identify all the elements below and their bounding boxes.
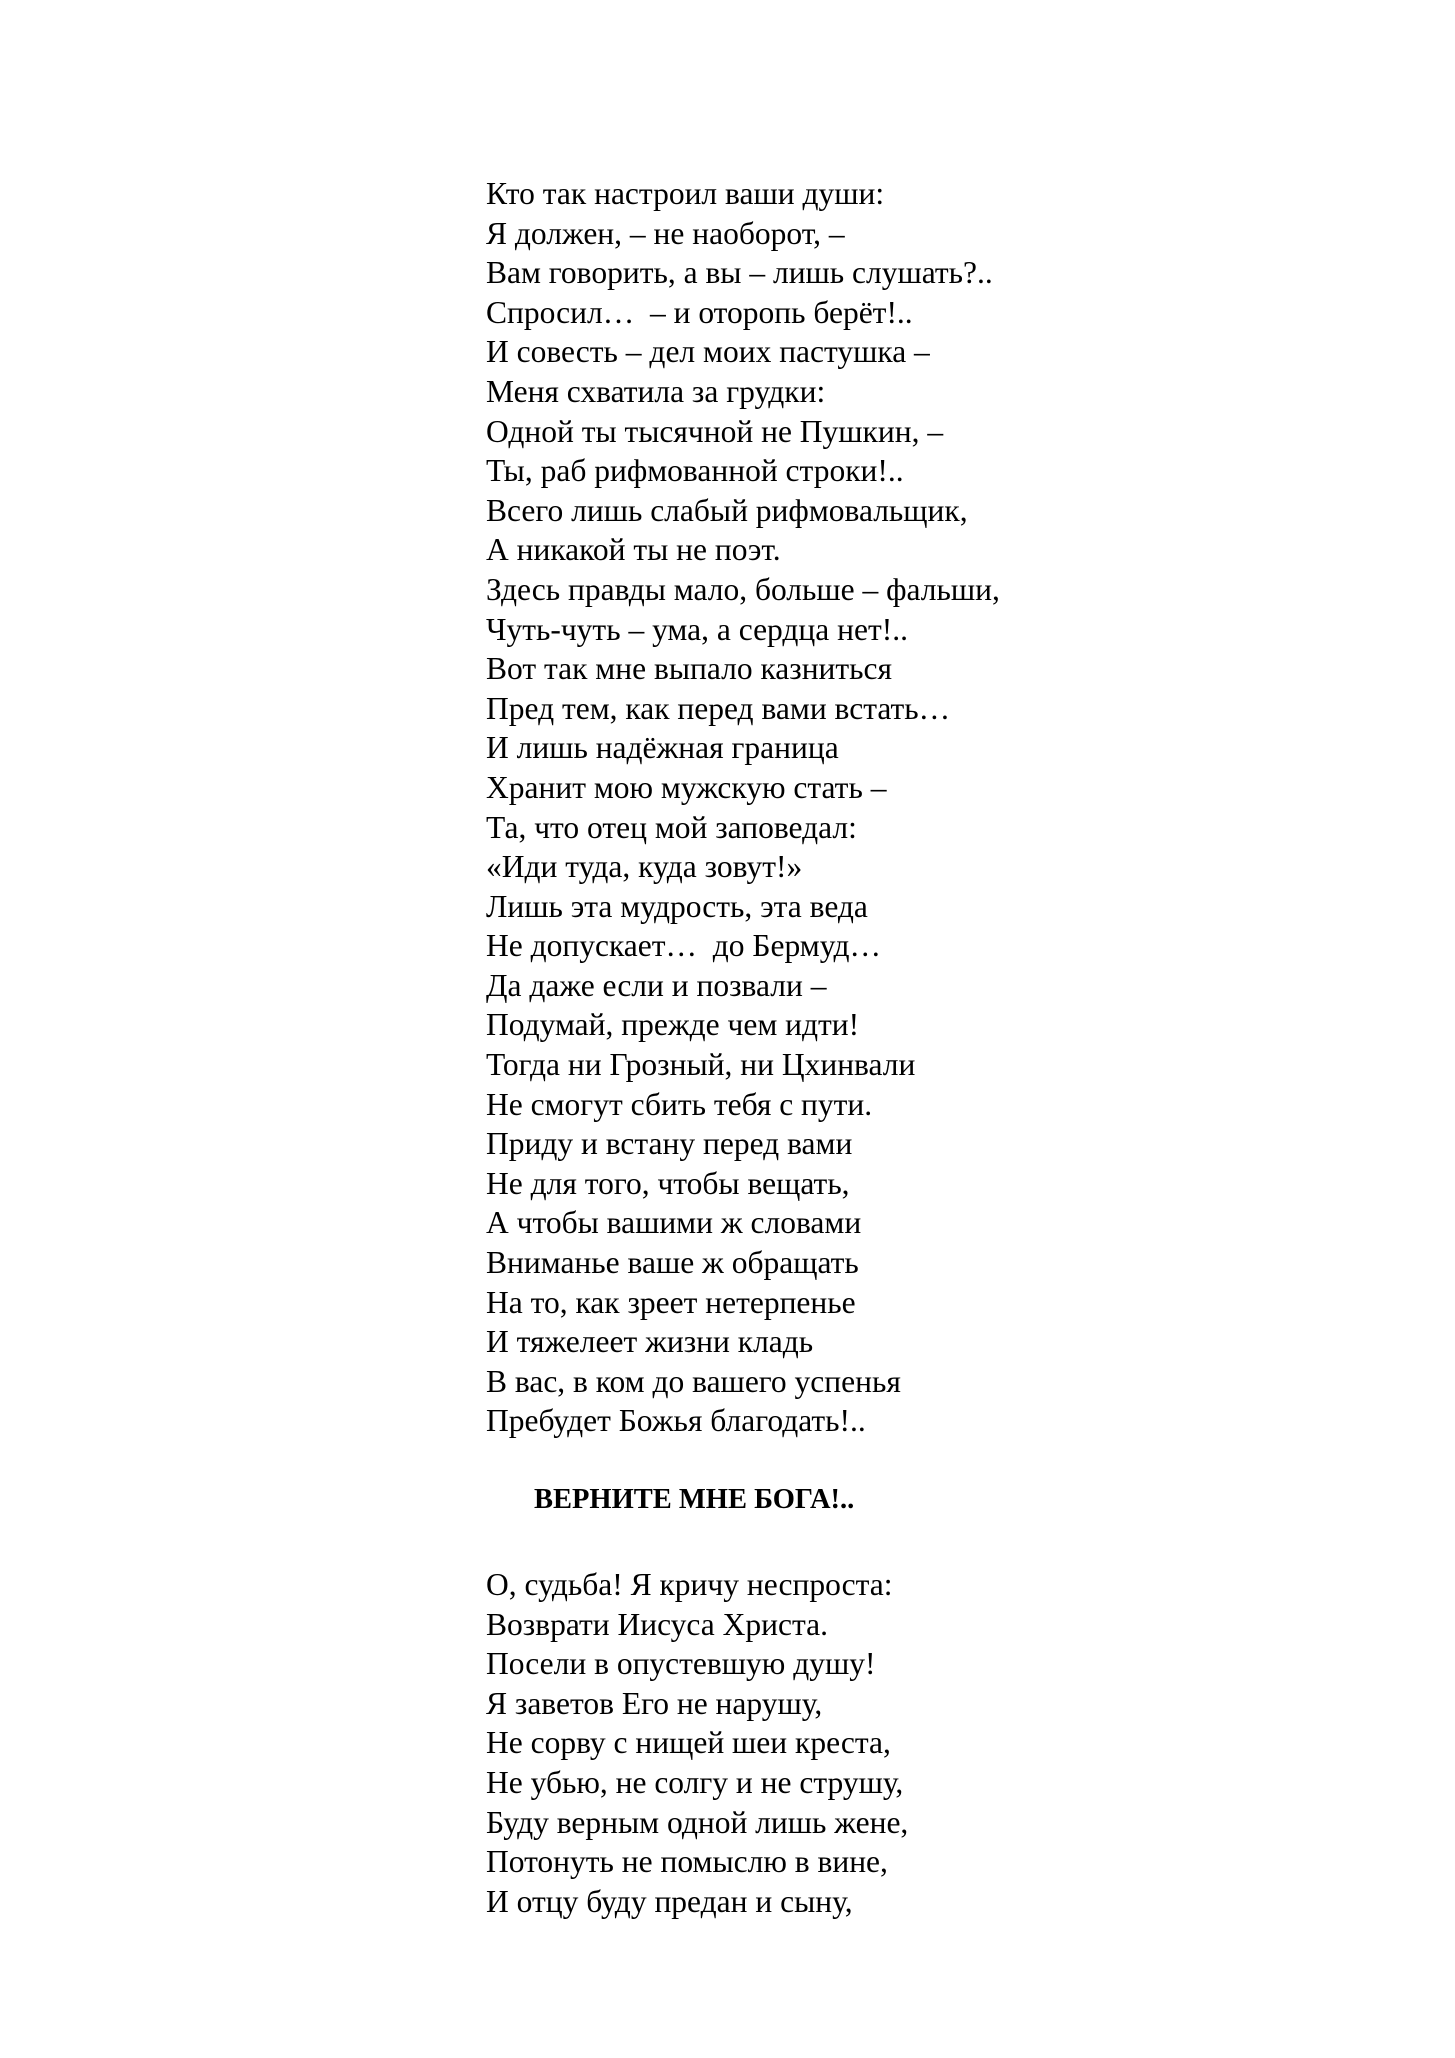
poem-line: И отцу буду предан и сыну, xyxy=(486,1883,853,1919)
poem-line: Та, что отец мой заповедал: xyxy=(486,809,857,845)
poem-line: Одной ты тысячной не Пушкин, – xyxy=(486,413,944,449)
poem-line: Да даже если и позвали – xyxy=(486,967,827,1003)
poem-line: Пред тем, как перед вами встать… xyxy=(486,690,951,726)
poem-line: Посели в опустевшую душу! xyxy=(486,1646,876,1682)
poem-line: В вас, в ком до вашего успенья xyxy=(486,1363,901,1399)
poem-line: И тяжелеет жизни кладь xyxy=(486,1324,814,1360)
poem-line: И совесть – дел моих пастушка – xyxy=(486,334,930,370)
poem-stanza-2 xyxy=(486,1565,908,1921)
poem-line: А чтобы вашими ж словами xyxy=(486,1205,862,1241)
poem-line: Вам говорить, а вы – лишь слушать?.. xyxy=(486,255,993,291)
poem-line: Тогда ни Грозный, ни Цхинвали xyxy=(486,1047,916,1083)
poem-line: Здесь правды мало, больше – фальши, xyxy=(486,571,1000,607)
poem-line: Не убью, не солгу и не струшу, xyxy=(486,1764,904,1800)
poem-line: Вниманье ваше ж обращать xyxy=(486,1245,859,1281)
poem-line: А никакой ты не поэт. xyxy=(486,532,781,568)
poem-title: ВЕРНИТЕ МНЕ БОГА!.. xyxy=(534,1483,855,1515)
poem-line: Всего лишь слабый рифмовальщик, xyxy=(486,492,968,528)
poem-line: Не для того, чтобы вещать, xyxy=(486,1165,850,1201)
poem-line: Пребудет Божья благодать!.. xyxy=(486,1403,866,1439)
poem-line: Потонуть не помыслю в вине, xyxy=(486,1844,888,1880)
poem-line: Чуть-чуть – ума, а сердца нет!.. xyxy=(486,611,908,647)
poem-line: О, судьба! Я кричу неспроста: xyxy=(486,1567,893,1602)
poem-line: Возврати Иисуса Христа. xyxy=(486,1606,828,1642)
poem-line: Подумай, прежде чем идти! xyxy=(486,1007,860,1043)
poem-line: Я должен, – не наоборот, – xyxy=(486,215,845,251)
poem-line: Не смогут сбить тебя с пути. xyxy=(486,1086,873,1122)
poem-line: Не сорву с нищей шеи креста, xyxy=(486,1725,891,1761)
poem-line: Я заветов Его не нарушу, xyxy=(486,1685,823,1721)
poem-line: «Иди туда, куда зовут!» xyxy=(486,849,803,885)
poem-line: Не допускает… до Бермуд… xyxy=(486,928,881,964)
poem-line: Вот так мне выпало казниться xyxy=(486,651,893,687)
poem-line: Меня схватила за грудки: xyxy=(486,373,826,409)
poem-line: Хранит мою мужскую стать – xyxy=(486,769,887,805)
poem-line: Лишь эта мудрость, эта веда xyxy=(486,888,868,924)
poem-line: Приду и встану перед вами xyxy=(486,1126,853,1162)
poem-line: И лишь надёжная граница xyxy=(486,730,839,766)
poem-line: Буду верным одной лишь жене, xyxy=(486,1804,909,1840)
poem-line: Спросил… – и оторопь берёт!.. xyxy=(486,294,913,330)
poem-line: Ты, раб рифмованной строки!.. xyxy=(486,453,904,489)
poem-stanza-1 xyxy=(486,174,1000,1441)
poem-line: Кто так настроил ваши души: xyxy=(486,176,885,211)
poem-line: На то, как зреет нетерпенье xyxy=(486,1284,856,1320)
